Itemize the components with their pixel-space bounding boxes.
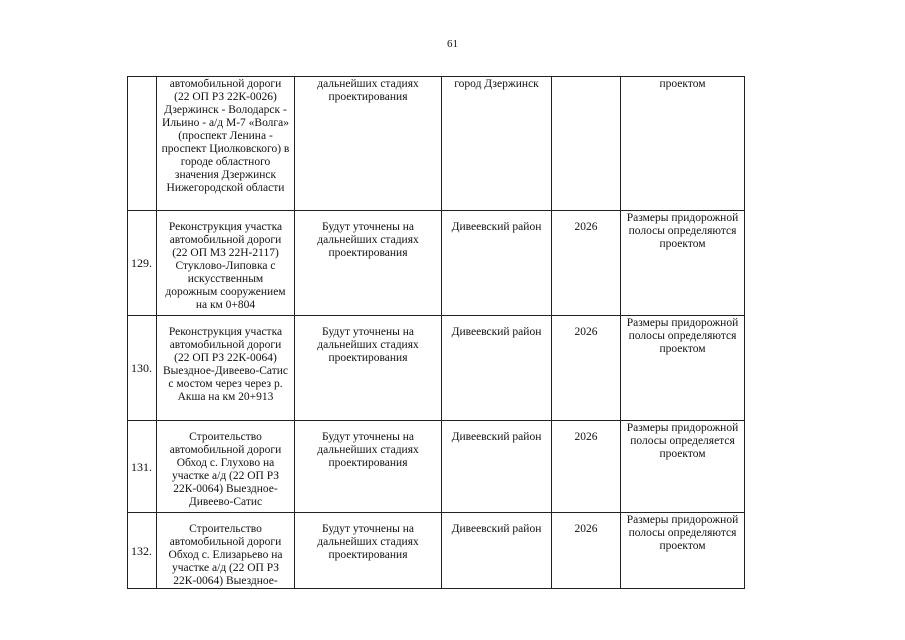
object-note: Размеры придорожной полосы определяются проектом [621,316,745,421]
object-note: Размеры придорожной полосы определяются проектом [621,513,745,589]
object-characteristics: Будут уточнены на дальнейших стадиях проектирования [295,316,442,421]
object-characteristics: Будут уточнены на дальнейших стадиях проектирования [295,513,442,589]
object-name: автомобильной дороги (22 ОП РЗ 22К-0026) Дзержинск - Володарск - Ильино - а/д М-7 «Волга» (проспект Ленина - проспект Циолковского) в городе областного значения Дзержинск Нижегородской области [157,77,295,211]
object-note: Размеры придорожной полосы определяется проектом [621,421,745,513]
object-year: 2026 [552,513,621,589]
row-number: 131. [128,421,157,513]
page-number: 61 [447,38,458,50]
object-year: 2026 [552,421,621,513]
row-number [128,77,157,211]
object-year: 2026 [552,316,621,421]
table-row [128,513,745,589]
object-name: Реконструкция участка автомобильной дороги (22 ОП МЗ 22Н-2117) Стукл​ово-Липовка с искусственным дорожным сооружением на км 0+804 [157,211,295,316]
object-characteristics: Будут уточнены на дальнейших стадиях проектирования [295,421,442,513]
object-year [552,77,621,211]
object-name: Строительство автомобильной дороги Обход с. Елизарьево на участке а/д (22 ОП РЗ 22К-0064) Выездное- [157,513,295,589]
object-location: Дивеевский район [442,211,552,316]
row-number: 129. [128,211,157,316]
objects-table [127,76,745,589]
object-year: 2026 [552,211,621,316]
table-row [128,77,745,211]
object-location: Дивеевский район [442,316,552,421]
object-name: Строительство автомобильной дороги Обход с. Глухово на участке а/д (22 ОП РЗ 22К-0064) Выездное-Дивеево-Сатис [157,421,295,513]
object-characteristics: дальнейших стадиях проектирования [295,77,442,211]
table-row [128,421,745,513]
table-row [128,316,745,421]
row-number: 132. [128,513,157,589]
object-characteristics: Будут уточнены на дальнейших стадиях проектирования [295,211,442,316]
object-note: Размеры придорожной полосы определяются проектом [621,211,745,316]
object-name: Реконструкция участка автомобильной дороги (22 ОП РЗ 22К-0064) Выездное-Дивеево-Сатис с мостом через через р. Акша на км 20+913 [157,316,295,421]
row-number: 130. [128,316,157,421]
object-location: Дивеевский район [442,421,552,513]
object-location: город Дзержинск [442,77,552,211]
table-row [128,211,745,316]
object-location: Дивеевский район [442,513,552,589]
object-note: проектом [621,77,745,211]
